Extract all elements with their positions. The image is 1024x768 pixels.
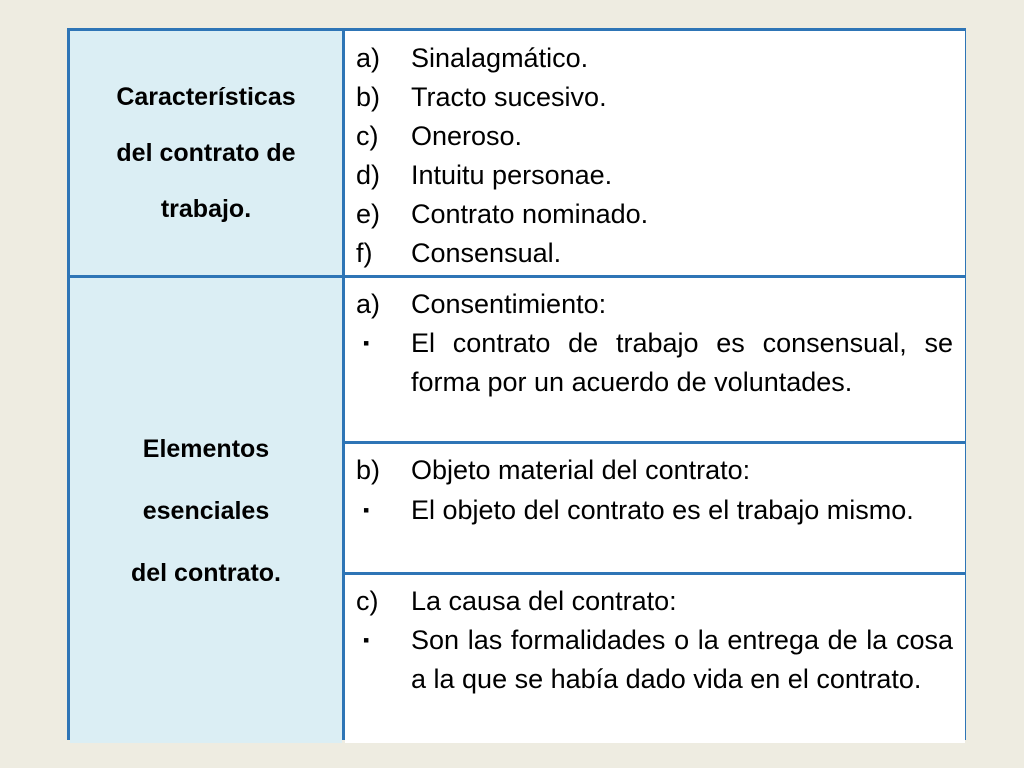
heading-line: Elementos — [142, 434, 270, 463]
item-marker: d) — [356, 160, 381, 190]
item-marker: c) — [356, 121, 379, 151]
section-detail: El objeto del contrato es el trabajo mismo. — [411, 495, 914, 525]
list-item — [356, 39, 953, 78]
section-marker: c) — [356, 586, 379, 616]
section-detail-row — [356, 490, 953, 530]
section-title-row — [356, 582, 953, 621]
item-text: Contrato nominado. — [411, 199, 649, 229]
section-causa — [345, 575, 965, 743]
section-marker: a) — [356, 289, 381, 319]
list-item — [356, 117, 953, 156]
bullet-icon: ▪ — [363, 333, 370, 353]
item-marker: a) — [356, 43, 381, 73]
item-marker: f) — [356, 238, 373, 268]
heading-elementos — [70, 278, 342, 743]
section-consentimiento — [345, 278, 965, 441]
bullet-icon: ▪ — [363, 630, 370, 650]
content-table — [67, 28, 966, 740]
heading-line: del contrato. — [130, 558, 281, 587]
item-marker: b) — [356, 82, 381, 112]
list-item — [356, 156, 953, 195]
heading-line: trabajo. — [160, 195, 252, 223]
section-detail-row — [356, 621, 953, 699]
section-title-row — [356, 450, 953, 490]
heading-line: del contrato de — [116, 139, 296, 167]
section-title: La causa del contrato: — [411, 586, 677, 616]
item-text: Intuitu personae. — [411, 160, 613, 190]
section-title: Consentimiento: — [411, 289, 607, 319]
item-marker: e) — [356, 199, 381, 229]
section-objeto — [345, 444, 965, 572]
list-item — [356, 195, 953, 234]
section-marker: b) — [356, 455, 381, 485]
heading-line: esenciales — [142, 496, 270, 525]
heading-line: Características — [116, 83, 296, 111]
section-title: Objeto material del contrato: — [411, 455, 751, 485]
section-detail: Son las formalidades o la entrega de la cosa a la que se había dado vida en el contrato. — [411, 625, 953, 694]
item-text: Consensual. — [411, 238, 562, 268]
list-item — [356, 78, 953, 117]
heading-caracteristicas — [70, 31, 342, 275]
list-item — [356, 234, 953, 273]
section-detail: El contrato de trabajo es consensual, se forma por un acuerdo de voluntades. — [411, 328, 953, 397]
item-text: Sinalagmático. — [411, 43, 589, 73]
item-text: Tracto sucesivo. — [411, 82, 607, 112]
bullet-icon: ▪ — [363, 500, 370, 520]
characteristics-list — [345, 31, 965, 275]
item-text: Oneroso. — [411, 121, 523, 151]
section-detail-row — [356, 324, 953, 402]
section-title-row — [356, 285, 953, 324]
